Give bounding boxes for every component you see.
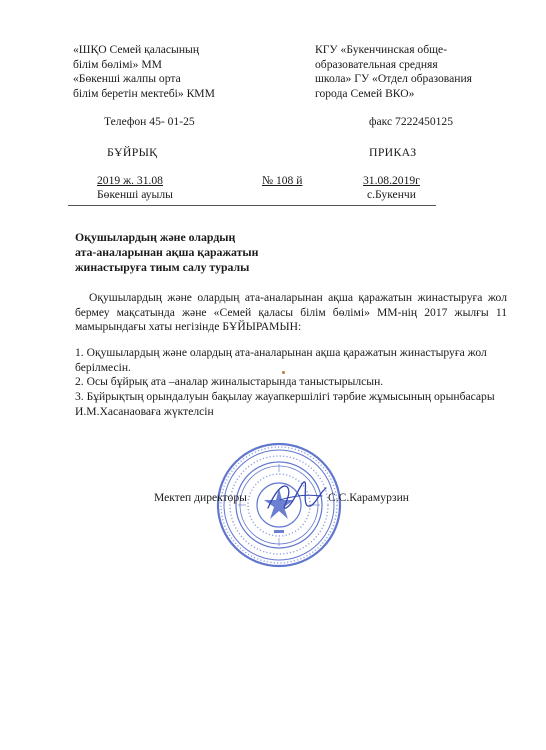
header-left-line: білім бөлімі» ММ — [73, 57, 162, 71]
header-left-line: «ШҚО Семей қаласының — [73, 43, 200, 56]
order-title-ru: ПРИКАЗ — [369, 145, 417, 159]
header-left-line: білім беретін мектебі» КММ — [73, 86, 215, 100]
subject-line: жинастыруға тиым салу туралы — [75, 259, 250, 274]
header-right-line: школа» ГУ «Отдел образования — [315, 72, 473, 86]
phone-number: Телефон 45- 01-25 — [104, 115, 195, 128]
order-preamble — [75, 291, 507, 335]
place-kz: Бөкенші ауылы — [97, 188, 173, 201]
order-item-2: 2. Осы бұйрық ата –аналар жиналыстарында таныстырылсын. — [75, 375, 384, 388]
order-title-kz: БҰЙРЫҚ — [107, 145, 158, 159]
header-right-line: образовательная средняя — [315, 57, 438, 71]
fax-number: факс 7222450125 — [369, 115, 454, 128]
order-date-ru: 31.08.2019г — [363, 174, 420, 187]
handwritten-signature-icon — [262, 470, 332, 520]
subject-line: Оқушылардың және олардың — [75, 230, 236, 244]
header-left-line: «Бөкенші жалпы орта — [73, 72, 181, 86]
preamble-text: Оқушылардың және олардың ата-аналарынан ақша қаражатын жинастыруға жол бермеу мақсатында және «Семей қаласы білім бөлімі» ММ-нің 2017 жылғы 11 мамырындағы хаты негізінде БҰЙЫРАМЫН: — [75, 291, 507, 334]
order-date-kz: 2019 ж. 31.08 — [97, 174, 163, 187]
header-right-block — [315, 43, 472, 101]
header-right-line: города Семей ВКО» — [315, 86, 415, 100]
place-ru: с.Букенчи — [367, 188, 416, 201]
order-number: № 108 й — [262, 174, 303, 187]
ink-dot — [282, 371, 285, 374]
order-item-3: 3. Бұйрықтың орындалуын бақылау жауапкершілігі тәрбие жұмысының орынбасары И.М.Хасанаоваға жүктелсін — [75, 390, 495, 418]
order-item-1: 1. Оқушылардың және олардың ата-аналарынан ақша қаражатын жинастыруға жол берілмесін. — [75, 346, 487, 374]
header-right-line: КГУ «Букенчинская обще- — [315, 43, 448, 56]
signer-name: С.С.Карамурзин — [328, 491, 409, 504]
header-divider — [68, 205, 436, 206]
header-left-block — [73, 43, 215, 101]
signer-position: Мектеп директоры — [154, 491, 247, 504]
order-subject — [75, 230, 258, 274]
subject-line: ата-аналарынан ақша қаражатын — [75, 244, 259, 259]
